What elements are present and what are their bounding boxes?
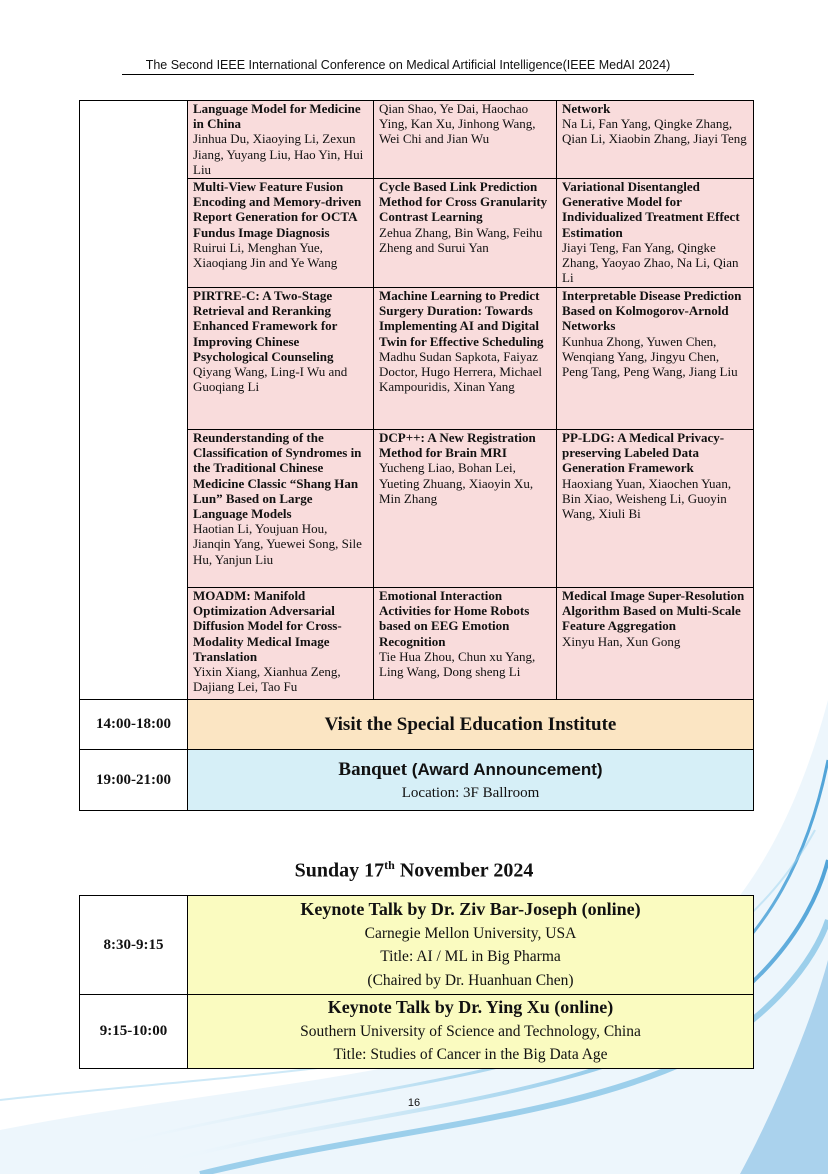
paper-authors: Yucheng Liao, Bohan Lei, Yueting Zhuang, Xiaoyin Xu, Min Zhang xyxy=(379,460,534,506)
schedule-table xyxy=(79,100,754,811)
paper-cell xyxy=(374,288,557,430)
time-cell: 9:15-10:00 xyxy=(80,995,188,1069)
paper-title: Emotional Interaction Activities for Home Robots based on EEG Emotion Recognition xyxy=(379,588,530,649)
keynote-title: Keynote Talk by Dr. Ying Xu (online) xyxy=(327,997,614,1017)
paper-authors: Ruirui Li, Menghan Yue, Xiaoqiang Jin and Ye Wang xyxy=(193,239,338,271)
paper-cell xyxy=(374,101,557,179)
paper-authors: Kunhua Zhong, Yuwen Chen, Wenqiang Yang, Jingyu Chen, Peng Tang, Peng Wang, Jiang Liu xyxy=(562,333,738,380)
paper-cell xyxy=(374,179,557,288)
paper-cell xyxy=(557,179,754,288)
paper-authors: Jiayi Teng, Fan Yang, Qingke Zhang, Yaoyao Zhao, Na Li, Qian Li xyxy=(562,239,739,286)
paper-title: Language Model for Medicine in China xyxy=(193,101,361,132)
paper-title: MOADM: Manifold Optimization Adversarial Diffusion Model for Cross-Modality Medical Image Translation xyxy=(193,588,342,664)
paper-authors: Xinyu Han, Xun Gong xyxy=(562,633,681,649)
keynote-affiliation: Carnegie Mellon University, USA xyxy=(364,924,577,942)
banquet-note: (Award Announcement) xyxy=(411,759,603,779)
paper-cell xyxy=(557,288,754,430)
paper-cell xyxy=(188,430,374,588)
time-cell: 8:30-9:15 xyxy=(80,896,188,995)
keynote-chair: (Chaired by Dr. Huanhuan Chen) xyxy=(367,971,574,989)
keynote-title: Keynote Talk by Dr. Ziv Bar-Joseph (online) xyxy=(300,899,641,919)
keynote-talk-title: Title: AI / ML in Big Pharma xyxy=(380,948,561,965)
paper-authors: Haotian Li, Youjuan Hou, Jianqin Yang, Yuewei Song, Sile Hu, Yanjun Liu xyxy=(193,521,362,567)
visit-event: Visit the Special Education Institute xyxy=(188,700,754,750)
paper-cell xyxy=(557,101,754,179)
paper-cell xyxy=(188,101,374,179)
paper-title: PP-LDG: A Medical Privacy-preserving Labeled Data Generation Framework xyxy=(562,430,725,476)
paper-authors: Madhu Sudan Sapkota, Faiyaz Doctor, Hugo Herrera, Michael Kampouridis, Xinan Yang xyxy=(379,348,542,395)
keynote-affiliation: Southern University of Science and Technology, China xyxy=(300,1022,641,1040)
day-heading xyxy=(0,858,828,883)
paper-authors: Qiyang Wang, Ling-I Wu and Guoqiang Li xyxy=(193,364,348,395)
time-cell: 19:00-21:00 xyxy=(80,750,188,811)
keynote-table xyxy=(79,895,754,1069)
paper-title: Network xyxy=(562,101,611,116)
paper-cell xyxy=(557,430,754,588)
paper-authors: Na Li, Fan Yang, Qingke Zhang, Qian Li, Xiaobin Zhang, Jiayi Teng xyxy=(562,116,747,147)
paper-title: PIRTRE-C: A Two-Stage Retrieval and Reranking Enhanced Framework for Improving Chinese Psychological Counseling xyxy=(193,288,338,364)
paper-title: Reunderstanding of the Classification of Syndromes in the Traditional Chinese Medicine Classic “Shang Han Lun” Based on Large Language Models xyxy=(193,430,362,522)
banquet-location: Location: 3F Ballroom xyxy=(401,784,540,801)
paper-title: Multi-View Feature Fusion Encoding and Memory-driven Report Generation for OCTA Fundus Image Diagnosis xyxy=(193,179,362,240)
page-header: The Second IEEE International Conference on Medical Artificial Intelligence(IEEE MedAI 2024) xyxy=(122,58,694,75)
paper-authors: Haoxiang Yuan, Xiaochen Yuan, Bin Xiao, Weisheng Li, Guoyin Wang, Xiuli Bi xyxy=(562,475,732,522)
paper-cell xyxy=(374,430,557,588)
banquet-label: Banquet xyxy=(338,758,408,780)
keynote-talk-title: Title: Studies of Cancer in the Big Data Age xyxy=(333,1046,608,1063)
banquet-event xyxy=(188,750,754,811)
keynote-cell xyxy=(188,995,754,1069)
paper-title: Interpretable Disease Prediction Based on Kolmogorov-Arnold Networks xyxy=(562,288,742,334)
paper-authors: Jinhua Du, Xiaoying Li, Zexun Jiang, Yuyang Liu, Hao Yin, Hui Liu xyxy=(193,131,364,177)
time-cell-empty xyxy=(80,101,188,700)
keynote-cell xyxy=(188,896,754,995)
day-heading-suffix: th xyxy=(384,858,395,872)
paper-title: Medical Image Super-Resolution Algorithm Based on Multi-Scale Feature Aggregation xyxy=(562,588,745,634)
paper-cell xyxy=(374,588,557,700)
paper-title: Variational Disentangled Generative Model for Individualized Treatment Effect Estimation xyxy=(562,179,740,240)
paper-authors: Tie Hua Zhou, Chun xu Yang, Ling Wang, Dong sheng Li xyxy=(379,648,536,680)
paper-cell xyxy=(557,588,754,700)
paper-title: DCP++: A New Registration Method for Brain MRI xyxy=(379,430,536,461)
page-number: 16 xyxy=(407,1097,421,1109)
banquet-title xyxy=(189,759,752,781)
paper-cell xyxy=(188,588,374,700)
time-cell: 14:00-18:00 xyxy=(80,700,188,750)
paper-title: Machine Learning to Predict Surgery Duration: Towards Implementing AI and Digital Twin for Effective Scheduling xyxy=(379,288,544,349)
paper-authors: Yixin Xiang, Xianhua Zeng, Dajiang Lei, Tao Fu xyxy=(193,664,341,695)
day-heading-month: November 2024 xyxy=(394,859,534,882)
paper-authors: Qian Shao, Ye Dai, Haochao Ying, Kan Xu, Jinhong Wang, Wei Chi and Jian Wu xyxy=(379,101,536,147)
paper-cell xyxy=(188,179,374,288)
paper-cell xyxy=(188,288,374,430)
paper-title: Cycle Based Link Prediction Method for Cross Granularity Contrast Learning xyxy=(379,179,548,225)
paper-authors: Zehua Zhang, Bin Wang, Feihu Zheng and Surui Yan xyxy=(379,224,543,255)
day-heading-date: Sunday 17 xyxy=(294,859,385,882)
